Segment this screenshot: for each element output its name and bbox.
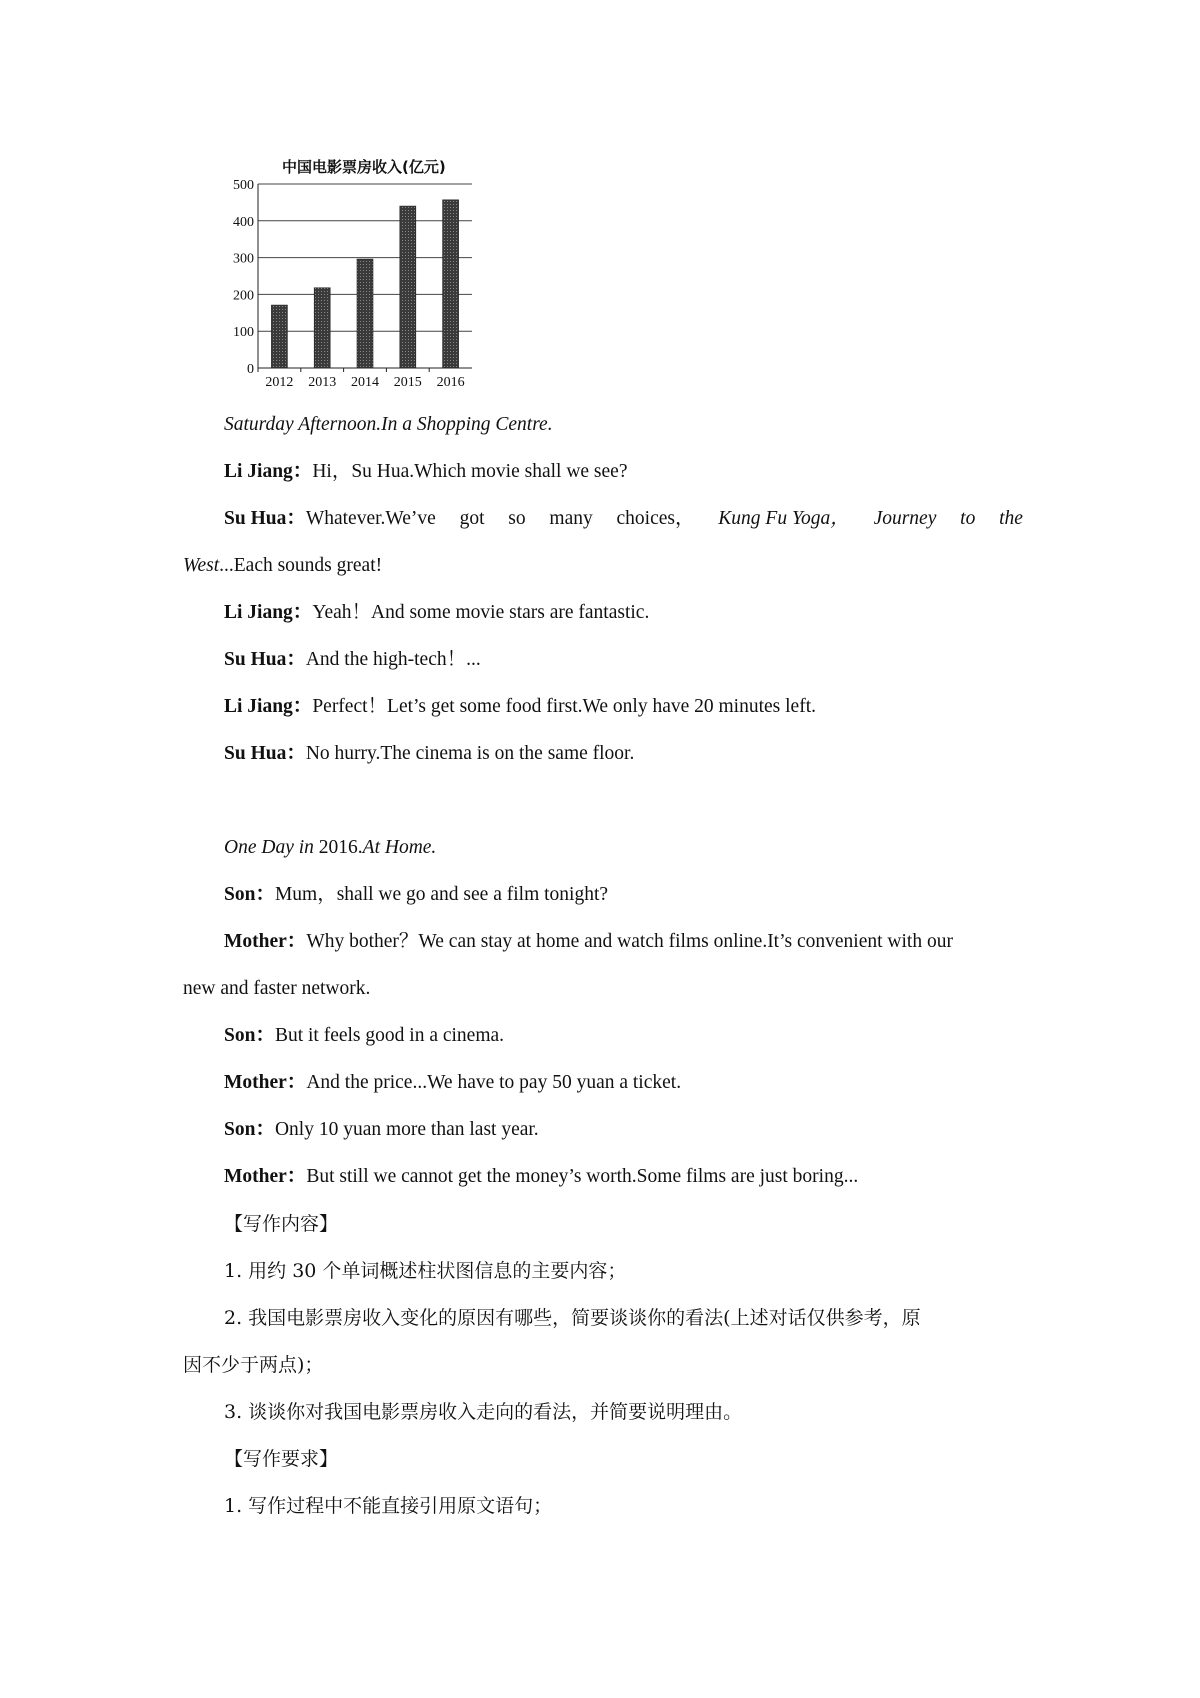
bar-2015: [400, 206, 416, 368]
dialogue-line: Son：Mum，shall we go and see a film tonight?: [224, 884, 609, 905]
x-tick-label: 2014: [351, 375, 379, 390]
y-tick-label: 200: [233, 288, 254, 304]
dialogue-line: Li Jiang：Hi，Su Hua.Which movie shall we see?: [224, 461, 628, 482]
scene2-heading: One Day in 2016.At Home.: [224, 837, 437, 858]
x-tick-label: 2016: [436, 375, 465, 390]
dialogue-line: Son：But it feels good in a cinema.: [224, 1025, 505, 1046]
dialogue-line: Li Jiang：Yeah！And some movie stars are fantastic.: [224, 602, 650, 623]
dialogue-line: Su Hua：And the high-tech！...: [224, 649, 481, 670]
dialogue-line: Mother：Why bother？We can stay at home and watch films online.It’s convenient with our: [224, 931, 953, 952]
writing-content-item: 1. 用约 30 个单词概述柱状图信息的主要内容；: [224, 1260, 627, 1282]
x-tick-label: 2013: [308, 375, 337, 390]
x-tick-label: 2015: [393, 375, 422, 390]
y-tick-label: 400: [233, 214, 254, 230]
box-office-chart: [222, 150, 502, 400]
chart-title: 中国电影票房收入(亿元): [282, 158, 446, 176]
dialogue-line: Mother：And the price...We have to pay 50 yuan a ticket.: [224, 1072, 682, 1093]
writing-content-item: 3. 谈谈你对我国电影票房收入走向的看法，并简要说明理由。: [224, 1401, 743, 1423]
writing-requirements-heading: 【写作要求】: [224, 1448, 339, 1470]
x-tick-label: 2012: [265, 375, 294, 390]
writing-content-heading: 【写作内容】: [224, 1213, 339, 1235]
dialogue-continuation: West...Each sounds great!: [183, 555, 383, 576]
y-tick-label: 500: [233, 178, 254, 193]
y-tick-label: 100: [233, 325, 254, 341]
dialogue-line: Son：Only 10 yuan more than last year.: [224, 1119, 539, 1140]
y-tick-label: 0: [247, 362, 254, 377]
scene1-heading: Saturday Afternoon.In a Shopping Centre.: [224, 414, 553, 435]
bar-2013: [314, 288, 330, 368]
dialogue-line: Su Hua：Whatever.We’ve got so many choices， Kung Fu Yoga， Journey to the: [224, 508, 1023, 529]
dialogue-line: Li Jiang：Perfect！Let’s get some food first.We only have 20 minutes left.: [224, 696, 816, 717]
bar-2016: [443, 200, 459, 368]
y-tick-label: 300: [233, 251, 254, 267]
bar-2014: [357, 259, 373, 368]
writing-requirements-item: 1. 写作过程中不能直接引用原文语句；: [224, 1495, 553, 1517]
dialogue-line: Mother：But still we cannot get the money’s worth.Some films are just boring...: [224, 1166, 859, 1187]
dialogue-continuation: new and faster network.: [183, 978, 371, 999]
dialogue-line: Su Hua：No hurry.The cinema is on the same floor.: [224, 743, 635, 764]
bar-chart-svg: [222, 150, 502, 400]
bar-2012: [271, 305, 287, 368]
writing-content-item-continuation: 因不少于两点)；: [183, 1354, 324, 1376]
writing-content-item: 2. 我国电影票房收入变化的原因有哪些，简要谈谈你的看法(上述对话仅供参考，原: [224, 1307, 921, 1329]
